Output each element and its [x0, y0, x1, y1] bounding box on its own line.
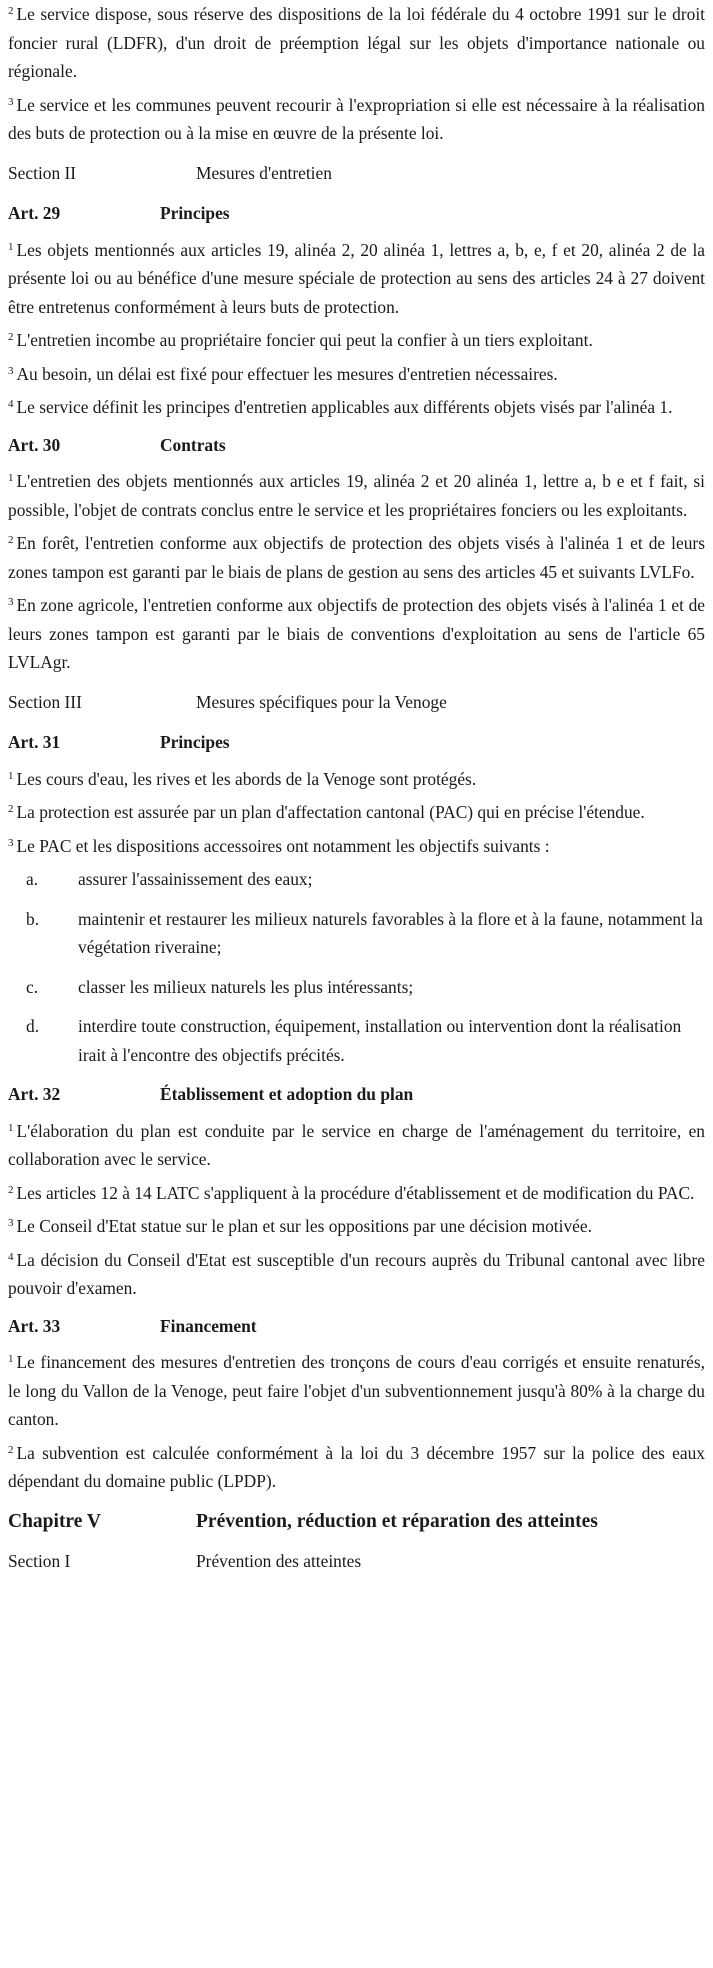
- article-heading: [8, 199, 705, 228]
- paragraph-text: Le service définit les principes d'entretien applicables aux différents objets visés par l'alinéa 1.: [16, 397, 673, 417]
- paragraph: [8, 0, 705, 86]
- paragraph: [8, 529, 705, 586]
- paragraph: [8, 765, 705, 794]
- paragraph-number: 2: [8, 5, 14, 17]
- article-heading: [8, 728, 705, 757]
- article-number: Art. 29: [8, 203, 61, 223]
- article-number: Art. 30: [8, 434, 61, 455]
- paragraph-text: Le service et les communes peuvent recourir à l'expropriation si elle est nécessaire à la réalisation des buts de protection ou à la mise en œuvre de la présente loi.: [8, 94, 705, 143]
- article-title: Principes: [160, 203, 230, 223]
- paragraph-text: Le Conseil d'Etat statue sur le plan et sur les oppositions par une décision motivée.: [16, 1216, 592, 1236]
- section-title: Mesures spécifiques pour la Venoge: [196, 691, 447, 712]
- paragraph-text: Au besoin, un délai est fixé pour effectuer les mesures d'entretien nécessaires.: [16, 363, 558, 384]
- section-heading: [8, 1547, 705, 1576]
- paragraph-text: Le PAC et les dispositions accessoires ont notamment les objectifs suivants :: [16, 835, 550, 856]
- chapter-number: Chapitre V: [8, 1510, 101, 1532]
- paragraph-number: 3: [8, 95, 14, 108]
- list-item-text: classer les milieux naturels les plus intéressants;: [78, 976, 414, 997]
- list-item-letter: b.: [26, 908, 40, 929]
- paragraph-number: 3: [8, 836, 14, 849]
- paragraph: [8, 236, 705, 322]
- list-item: [8, 905, 705, 962]
- list-item: [8, 1012, 705, 1069]
- section-heading: [8, 159, 705, 188]
- paragraph: [8, 1212, 705, 1241]
- paragraph-text: Le service dispose, sous réserve des dispositions de la loi fédérale du 4 octobre 1991 sur le droit foncier rural (LDFR), d'un droit de préemption légal sur les objets d'importance nationale ou régionale.: [8, 4, 705, 81]
- paragraph: [8, 591, 705, 677]
- paragraph-number: 1: [8, 240, 14, 253]
- section-title: Prévention des atteintes: [196, 1551, 362, 1571]
- paragraph-number: 3: [8, 364, 14, 377]
- section-title: Mesures d'entretien: [196, 162, 332, 183]
- paragraph-text: L'entretien incombe au propriétaire foncier qui peut la confier à un tiers exploitant.: [16, 330, 593, 350]
- paragraph: [8, 91, 705, 148]
- list-item-letter: c.: [26, 976, 39, 997]
- paragraph: [8, 1117, 705, 1174]
- paragraph-number: 2: [8, 1183, 14, 1196]
- paragraph: [8, 467, 705, 524]
- article-number: Art. 31: [8, 732, 61, 752]
- paragraph-number: 2: [8, 1443, 14, 1456]
- paragraph-text: La protection est assurée par un plan d'affectation cantonal (PAC) qui en précise l'étendue.: [16, 802, 645, 822]
- paragraph-number: 1: [8, 472, 14, 484]
- paragraph-number: 1: [8, 769, 14, 782]
- paragraph: [8, 1179, 705, 1208]
- list-item-letter: a.: [26, 869, 39, 889]
- paragraph-number: 4: [8, 1250, 14, 1263]
- list-item-text: maintenir et restaurer les milieux naturels favorables à la flore et à la faune, notamment la végétation riveraine;: [78, 908, 703, 957]
- list-item: [8, 865, 705, 894]
- section-number: Section II: [8, 162, 77, 183]
- section-number: Section III: [8, 691, 82, 712]
- list-item-text: assurer l'assainissement des eaux;: [78, 869, 313, 889]
- article-title: Contrats: [160, 434, 226, 455]
- paragraph-text: Les articles 12 à 14 LATC s'appliquent à la procédure d'établissement et de modification du PAC.: [16, 1182, 695, 1203]
- article-number: Art. 32: [8, 1084, 61, 1104]
- paragraph-number: 4: [8, 398, 14, 410]
- paragraph: [8, 1439, 705, 1496]
- paragraph-text: Les objets mentionnés aux articles 19, alinéa 2, 20 alinéa 1, lettres a, b, e, f et 20, alinéa 2 de la présente loi ou au bénéfice d'une mesure spéciale de protection au sens des articles 24 à 27 doivent être entretenus conformément à leurs buts de protection.: [8, 239, 705, 317]
- paragraph-number: 2: [8, 803, 14, 815]
- paragraph-text: En zone agricole, l'entretien conforme aux objectifs de protection des objets visés à l'alinéa 1 et de leurs zones tampon est garanti par le biais de conventions d'exploitation au sens de l'article 65 LVLAgr.: [8, 595, 705, 672]
- paragraph-number: 1: [8, 1121, 14, 1134]
- chapter-title: Prévention, réduction et réparation des atteintes: [196, 1510, 598, 1532]
- article-title: Financement: [160, 1315, 257, 1336]
- paragraph: [8, 360, 705, 389]
- section-heading: [8, 688, 705, 717]
- chapter-heading: [8, 1508, 705, 1537]
- paragraph-text: La décision du Conseil d'Etat est susceptible d'un recours auprès du Tribunal cantonal avec libre pouvoir d'examen.: [8, 1249, 705, 1298]
- paragraph: [8, 798, 705, 827]
- paragraph-text: La subvention est calculée conformément à la loi du 3 décembre 1957 sur la police des eaux dépendant du domaine public (LPDP).: [8, 1442, 705, 1491]
- paragraph-text: L'élaboration du plan est conduite par le service en charge de l'aménagement du territoire, en collaboration avec le service.: [8, 1120, 705, 1169]
- paragraph-number: 3: [8, 1217, 14, 1229]
- list-item: [8, 973, 705, 1002]
- paragraph-number: 1: [8, 1353, 14, 1365]
- section-number: Section I: [8, 1551, 71, 1571]
- article-title: Établissement et adoption du plan: [160, 1084, 414, 1104]
- paragraph: [8, 1348, 705, 1434]
- article-heading: [8, 431, 705, 460]
- paragraph-number: 2: [8, 331, 14, 343]
- article-title: Principes: [160, 732, 230, 752]
- article-number: Art. 33: [8, 1315, 61, 1336]
- article-heading: [8, 1080, 705, 1109]
- paragraph-text: L'entretien des objets mentionnés aux articles 19, alinéa 2 et 20 alinéa 1, lettre a, b e et f fait, si possible, l'objet de contrats conclus entre le service et les propriétaires fonciers ou les exploitants.: [8, 471, 705, 520]
- paragraph: [8, 393, 705, 422]
- list-item-text: interdire toute construction, équipement, installation ou intervention dont la réalisation irait à l'encontre des objectifs précités.: [78, 1016, 682, 1065]
- article-heading: [8, 1312, 705, 1341]
- list-item-letter: d.: [26, 1016, 40, 1036]
- paragraph: [8, 1246, 705, 1303]
- paragraph-number: 3: [8, 596, 14, 608]
- paragraph: [8, 326, 705, 355]
- paragraph-text: Le financement des mesures d'entretien des tronçons de cours d'eau corrigés et ensuite renaturés, le long du Vallon de la Venoge, peut faire l'objet d'un subventionnement jusqu'à 80% à la charge du canton.: [8, 1352, 705, 1429]
- paragraph-text: Les cours d'eau, les rives et les abords de la Venoge sont protégés.: [16, 768, 477, 789]
- paragraph: [8, 832, 705, 861]
- paragraph-text: En forêt, l'entretien conforme aux objectifs de protection des objets visés à l'alinéa 1 et de leurs zones tampon est garanti par le biais de plans de gestion au sens des articles 45 et suivants LVLFo.: [8, 533, 705, 582]
- paragraph-number: 2: [8, 534, 14, 546]
